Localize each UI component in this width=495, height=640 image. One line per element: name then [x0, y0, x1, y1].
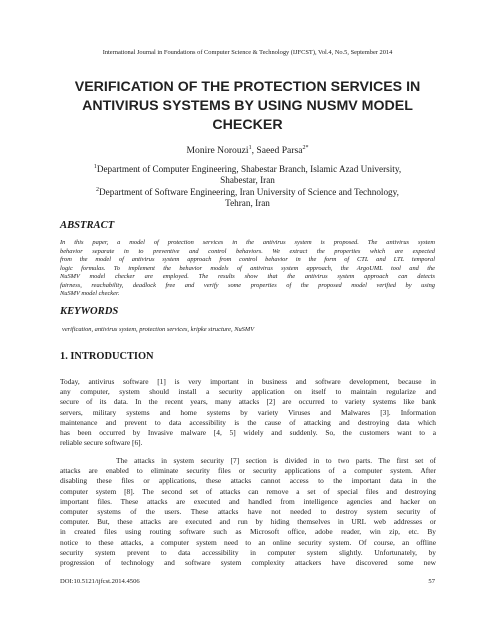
abstract-heading: ABSTRACT [60, 220, 115, 231]
abstract-line: logic formulas. To implement the behavior models of antivirus system approach, the ArgoUML tool and the [60, 264, 435, 272]
abstract-line: from the model of antivirus system approach from control behavior in the form of CTL and LTL temporal [60, 256, 435, 263]
author-separator: , [251, 145, 257, 156]
author-1-sup: 1 [248, 144, 252, 151]
paragraph-line: computer system [8]. The second set of attacks can remove a set of special files and destroying [60, 486, 436, 496]
paragraph-line: The attacks in system security [7] section is divided in to two parts. The first set of [116, 456, 436, 465]
affiliation-2 [70, 187, 425, 209]
paragraph-line: disabling these files or applications, these attacks cannot access to the important data in the [60, 476, 436, 486]
abstract-line: fairness, reachability, deadlock free and verify some properties of the proposed model verified by using [60, 281, 435, 289]
paragraph-line: computer. But, these attacks are executed and run by hiding themselves in URL web addresses or [60, 517, 436, 527]
introduction-paragraph-1 [60, 377, 436, 448]
keywords-heading: KEYWORDS [60, 306, 119, 317]
affiliation-2-line-2: Tehran, Iran [225, 198, 270, 208]
abstract-line: NuSMV model checker are employed. The results show that the antivirus system approach can detects [60, 273, 435, 280]
author-list [60, 145, 435, 156]
introduction-heading: 1. INTRODUCTION [60, 351, 154, 362]
abstract-body [60, 239, 435, 299]
affiliation-1-line-2: Shabestar, Iran [220, 175, 275, 185]
author-2-name: Saeed Parsa [256, 145, 303, 156]
affiliation-2-line-1: Department of Software Engineering, Iran University of Science and Technology, [99, 187, 399, 197]
affiliation-2-sup: 2 [96, 186, 100, 193]
paragraph-line: has been occurred by Invasive malware [4, 5] widely and suddenly. So, the customers want to a [60, 428, 436, 438]
paragraph-line: maintenance and prevent to data accessibility is the cause of attacking and destroying data which [60, 417, 436, 427]
paragraph-line: secure of its data. In the recent years, many attacks [2] are occurred to variety systems like bank [60, 397, 436, 407]
title-line-3: CHECKER [212, 117, 283, 133]
paragraph-line: security system prevent to data accessibility in computer system slightly. Unfortunately, by [60, 547, 436, 557]
paragraph-line: any computer, system should install a security application on itself to maintain regularize and [60, 387, 436, 397]
affiliation-1-sup: 1 [93, 163, 97, 170]
page-number: 57 [428, 578, 435, 585]
paragraph-line: in created files using routing software such as Microsoft office, adobe reader, win zip, etc. By [60, 527, 436, 537]
title-line-1: VERIFICATION OF THE PROTECTION SERVICES IN [74, 79, 421, 95]
paragraph-line: Today, antivirus software [1] is very important in business and software development, because in [60, 377, 436, 386]
abstract-line: In this paper, a model of protection services in the antivirus system is proposed. The antivirus system [60, 239, 435, 246]
introduction-paragraph-2 [60, 456, 436, 568]
abstract-line: behavior separate in to preventive and control behaviors. We extract the properties which are expected [60, 247, 435, 255]
paragraph-line: progression of technology and software system complexity attackers have discovered some new [60, 558, 436, 568]
abstract-line: NuSMV model checker. [60, 290, 120, 297]
affiliation-1-line-1: Department of Computer Engineering, Shabestar Branch, Islamic Azad University, [96, 164, 402, 174]
author-1-name: Monire Norouzi [186, 145, 249, 156]
paragraph-line: important files. These attacks are executed and handled from intelligence agencies and hacker on [60, 496, 436, 506]
doi-footer: DOI:10.5121/ijfcst.2014.4506 [60, 578, 140, 585]
paragraph-line: servers, military systems and home systems by variety Viruses and Malwares [3]. Information [60, 407, 436, 417]
paragraph-line: attacks are enabled to eliminate security files or security applications of a computer system. After [60, 466, 436, 476]
paper-title [70, 78, 425, 135]
author-2-sup: 2* [302, 144, 309, 151]
paragraph-line: reliable secure software [6]. [60, 438, 143, 448]
running-head: International Journal in Foundations of Computer Science & Technology (IJFCST), Vol.4, No.5, September 2014 [102, 49, 393, 56]
affiliation-1 [70, 164, 425, 186]
title-line-2: ANTIVIRUS SYSTEMS BY USING NUSMV MODEL [82, 98, 413, 114]
paragraph-line: computer systems of the users. These attacks have not needed to destroy system security of [60, 507, 436, 517]
keywords-text: verification, antivirus system, protection services, kripke structure, NuSMV [62, 326, 255, 333]
paragraph-line: notice to these attacks, a computer system need to an online security system. Of course, an offline [60, 537, 436, 547]
